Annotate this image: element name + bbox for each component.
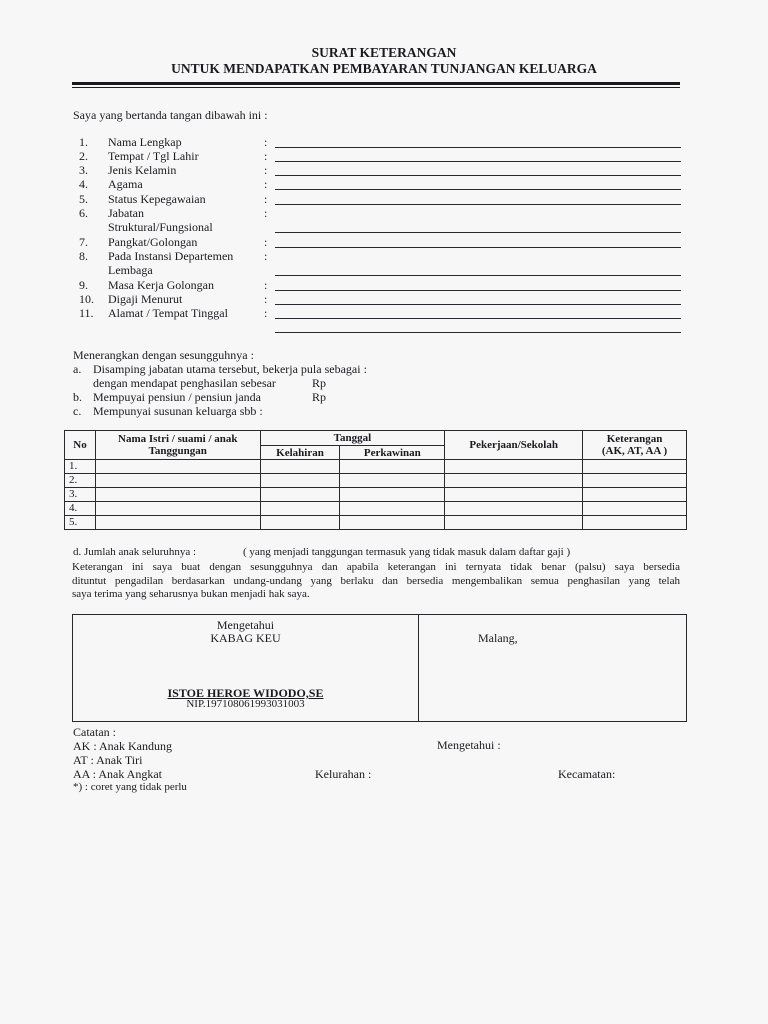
- note-aa: AA : Anak Angkat: [73, 767, 162, 781]
- cell-birth[interactable]: [260, 516, 340, 530]
- field-label-tempat-tgl-lahir: Tempat / Tgl Lahir: [108, 149, 199, 163]
- col-header-note-line1: Keterangan: [606, 433, 663, 445]
- col-header-birth: Kelahiran: [260, 446, 340, 460]
- field-label-pangkat-golongan: Pangkat/Golongan: [108, 235, 198, 249]
- field-label-nama-lengkap: Nama Lengkap: [108, 135, 182, 149]
- field-colon: :: [264, 149, 268, 163]
- header-rule-thick: [72, 82, 680, 85]
- row-number: 3.: [65, 488, 96, 502]
- family-table: [64, 430, 687, 530]
- field-number: 10.: [79, 292, 94, 306]
- declaration-a-income: dengan mendapat penghasilan sebesar: [93, 376, 276, 390]
- field-colon: :: [264, 163, 268, 177]
- table-row: [65, 516, 687, 530]
- col-header-date: Tanggal: [260, 431, 445, 446]
- col-header-no: No: [65, 431, 96, 460]
- cell-job[interactable]: [445, 460, 583, 474]
- field-line-pangkat-golongan[interactable]: [275, 247, 681, 248]
- field-label-jenis-kelamin: Jenis Kelamin: [108, 163, 177, 177]
- row-number: 4.: [65, 502, 96, 516]
- item-marker-b: b.: [73, 390, 82, 404]
- col-header-job: Pekerjaan/Sekolah: [445, 431, 583, 460]
- cell-job[interactable]: [445, 474, 583, 488]
- field-colon: :: [264, 278, 268, 292]
- table-row: [65, 502, 687, 516]
- declaration-b-rp: Rp: [312, 390, 327, 404]
- col-header-name: Nama Istri / suami / anak Tanggungan: [95, 431, 260, 460]
- note-ak: AK : Anak Kandung: [73, 739, 172, 753]
- field-line-masa-kerja[interactable]: [275, 290, 681, 291]
- declaration-heading: Menerangkan dengan sesungguhnya :: [73, 348, 254, 362]
- cell-marriage[interactable]: [340, 488, 445, 502]
- field-colon: :: [264, 177, 268, 191]
- field-line-jabatan[interactable]: [275, 232, 681, 233]
- cell-name[interactable]: [95, 502, 260, 516]
- table-row: [65, 474, 687, 488]
- field-number: 1.: [79, 135, 88, 149]
- footer-known-by: Mengetahui :: [437, 738, 501, 752]
- field-line-agama[interactable]: [275, 189, 681, 190]
- field-label-instansi: Pada Instansi Departemen: [108, 249, 234, 263]
- cell-birth[interactable]: [260, 474, 340, 488]
- cell-job[interactable]: [445, 516, 583, 530]
- field-line-status-kepegawaian[interactable]: [275, 204, 681, 205]
- field-line-jenis-kelamin[interactable]: [275, 175, 681, 176]
- statement-line-2: dituntut pengadilan berdasarkan undang-undang yang berlaku dan bersedia mengembalikan semua penghasilan yang telah: [72, 575, 680, 587]
- cell-name[interactable]: [95, 516, 260, 530]
- cell-birth[interactable]: [260, 460, 340, 474]
- cell-marriage[interactable]: [340, 474, 445, 488]
- field-number: 8.: [79, 249, 88, 263]
- document-subtitle: UNTUK MENDAPATKAN PEMBAYARAN TUNJANGAN KELUARGA: [171, 61, 597, 76]
- signature-divider: [418, 615, 419, 721]
- header-rule-thin: [72, 87, 680, 88]
- field-label-agama: Agama: [108, 177, 143, 191]
- cell-birth[interactable]: [260, 488, 340, 502]
- footer-kecamatan: Kecamatan:: [558, 767, 616, 781]
- field-colon: :: [264, 235, 268, 249]
- field-line-tempat-tgl-lahir[interactable]: [275, 161, 681, 162]
- field-colon: :: [264, 306, 268, 320]
- row-number: 1.: [65, 460, 96, 474]
- cell-note[interactable]: [583, 474, 687, 488]
- declaration-c-text: Mempunyai susunan keluarga sbb :: [93, 404, 263, 418]
- document-title: SURAT KETERANGAN: [311, 45, 457, 60]
- footer-kelurahan: Kelurahan :: [315, 767, 372, 781]
- cell-name[interactable]: [95, 460, 260, 474]
- cell-name[interactable]: [95, 474, 260, 488]
- children-count-label: d. Jumlah anak seluruhnya :: [73, 546, 197, 558]
- known-by-label: Mengetahui: [216, 618, 275, 632]
- declaration-a-rp: Rp: [312, 376, 327, 390]
- row-number: 2.: [65, 474, 96, 488]
- note-at: AT : Anak Tiri: [73, 753, 143, 767]
- declaration-a-text: Disamping jabatan utama tersebut, bekerja pula sebagai :: [93, 362, 367, 376]
- table-row: [65, 488, 687, 502]
- cell-birth[interactable]: [260, 502, 340, 516]
- cell-note[interactable]: [583, 460, 687, 474]
- notes-heading: Catatan :: [73, 725, 116, 739]
- cell-note[interactable]: [583, 502, 687, 516]
- field-line-nama-lengkap[interactable]: [275, 147, 681, 148]
- note-strike: *) : coret yang tidak perlu: [73, 781, 187, 793]
- statement-line-3: saya terima yang seharusnya bukan menjadi hak saya.: [72, 588, 310, 600]
- field-number: 9.: [79, 278, 88, 292]
- cell-marriage[interactable]: [340, 460, 445, 474]
- field-number: 4.: [79, 177, 88, 191]
- field-label-alamat: Alamat / Tempat Tinggal: [108, 306, 228, 320]
- signatory-nip: NIP.197108061993031003: [186, 698, 305, 710]
- field-line-alamat-2[interactable]: [275, 332, 681, 333]
- col-header-note-line2: (AK, AT, AA ): [601, 445, 668, 457]
- field-number: 7.: [79, 235, 88, 249]
- cell-name[interactable]: [95, 488, 260, 502]
- city-date-label: Malang,: [478, 631, 518, 645]
- cell-job[interactable]: [445, 488, 583, 502]
- field-line-digaji-menurut[interactable]: [275, 304, 681, 305]
- field-line-alamat[interactable]: [275, 318, 681, 319]
- table-row: [65, 460, 687, 474]
- cell-marriage[interactable]: [340, 502, 445, 516]
- row-number: 5.: [65, 516, 96, 530]
- field-number: 3.: [79, 163, 88, 177]
- field-label-masa-kerja: Masa Kerja Golongan: [108, 278, 214, 292]
- cell-note[interactable]: [583, 488, 687, 502]
- field-colon: :: [264, 249, 268, 263]
- declaration-b-text: Mempuyai pensiun / pensiun janda: [93, 390, 261, 404]
- field-number: 6.: [79, 206, 88, 220]
- field-colon: :: [264, 192, 268, 206]
- statement-line-1: Keterangan ini saya buat dengan sesungguhnya dan apabila keterangan ini ternyata tidak benar (palsu) saya bersedia: [72, 561, 680, 573]
- item-marker-c: c.: [73, 404, 82, 418]
- children-count-note: ( yang menjadi tanggungan termasuk yang tidak masuk dalam daftar gaji ): [243, 546, 571, 558]
- intro-text: Saya yang bertanda tangan dibawah ini :: [73, 108, 268, 122]
- field-label-digaji-menurut: Digaji Menurut: [108, 292, 183, 306]
- field-label-jabatan-cont: Struktural/Fungsional: [108, 220, 213, 234]
- field-colon: :: [264, 206, 268, 220]
- field-colon: :: [264, 135, 268, 149]
- field-number: 5.: [79, 192, 88, 206]
- item-marker-a: a.: [73, 362, 82, 376]
- cell-marriage[interactable]: [340, 516, 445, 530]
- position-label: KABAG KEU: [210, 631, 281, 645]
- field-label-status-kepegawaian: Status Kepegawaian: [108, 192, 206, 206]
- signatory-name: ISTOE HEROE WIDODO,SE: [167, 686, 324, 700]
- col-header-note: [583, 431, 687, 460]
- field-label-instansi-cont: Lembaga: [108, 263, 153, 277]
- signature-box: [72, 614, 687, 722]
- cell-job[interactable]: [445, 502, 583, 516]
- col-header-marriage: Perkawinan: [340, 446, 445, 460]
- field-number: 11.: [79, 306, 94, 320]
- field-line-instansi[interactable]: [275, 275, 681, 276]
- field-number: 2.: [79, 149, 88, 163]
- cell-note[interactable]: [583, 516, 687, 530]
- field-label-jabatan: Jabatan: [108, 206, 144, 220]
- field-colon: :: [264, 292, 268, 306]
